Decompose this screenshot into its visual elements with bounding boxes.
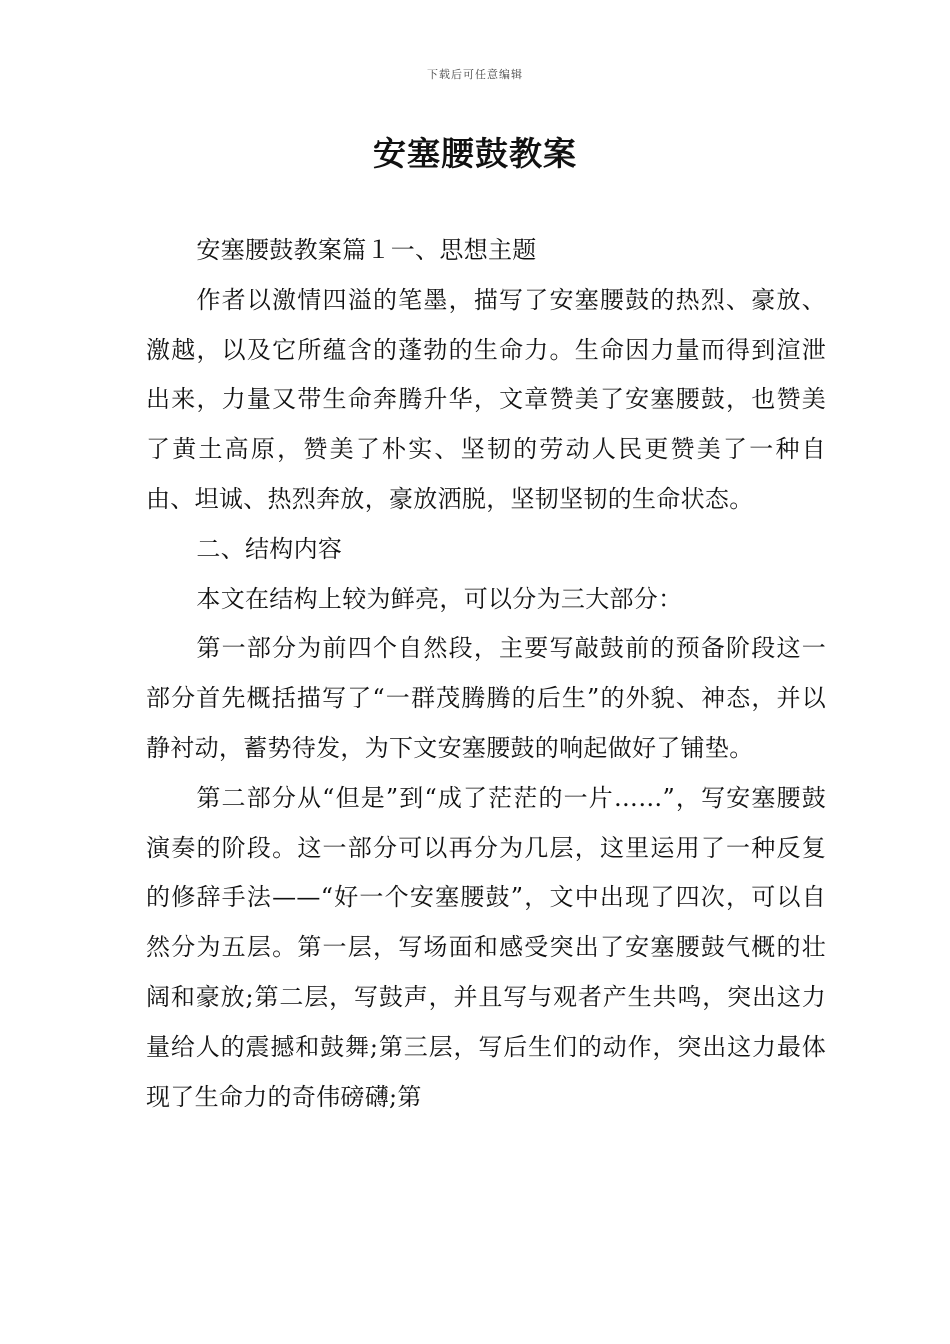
paragraph: 二、结构内容 [196, 534, 343, 563]
paragraph: 作者以激情四溢的笔墨，描写了安塞腰鼓的热烈、豪放、激越，以及它所蕴含的蓬勃的生命力。生命因力量而得到渲泄出来，力量又带生命奔腾升华，文章赞美了安塞腰鼓，也赞美了黄土高原，赞美了朴实、坚韧的劳动人民更赞美了一种自由、坦诚、热烈奔放，豪放洒脱，坚韧坚韧的生命状态。 [146, 285, 826, 513]
document-body [146, 226, 826, 1122]
document-title: 安塞腰鼓教案 [373, 134, 577, 173]
paragraph: 第二部分从“但是”到“成了茫茫的一片……”，写安塞腰鼓演奏的阶段。这一部分可以再分为几层，这里运用了一种反复的修辞手法——“好一个安塞腰鼓”，文中出现了四次，可以自然分为五层。第一层，写场面和感受突出了安塞腰鼓气概的壮阔和豪放;第二层，写鼓声，并且写与观者产生共鸣，突出这力量给人的震撼和鼓舞;第三层，写后生们的动作，突出这力最体现了生命力的奇伟磅礴;第 [146, 783, 826, 1111]
header-note: 下载后可任意编辑 [427, 68, 523, 81]
paragraph: 安塞腰鼓教案篇１一、思想主题 [196, 236, 537, 264]
paragraph: 本文在结构上较为鲜亮，可以分为三大部分： [196, 584, 683, 613]
paragraph: 第一部分为前四个自然段，主要写敲鼓前的预备阶段这一部分首先概括描写了“一群茂腾腾的后生”的外貌、神态，并以静衬动，蓄势待发，为下文安塞腰鼓的响起做好了铺垫。 [146, 634, 826, 762]
